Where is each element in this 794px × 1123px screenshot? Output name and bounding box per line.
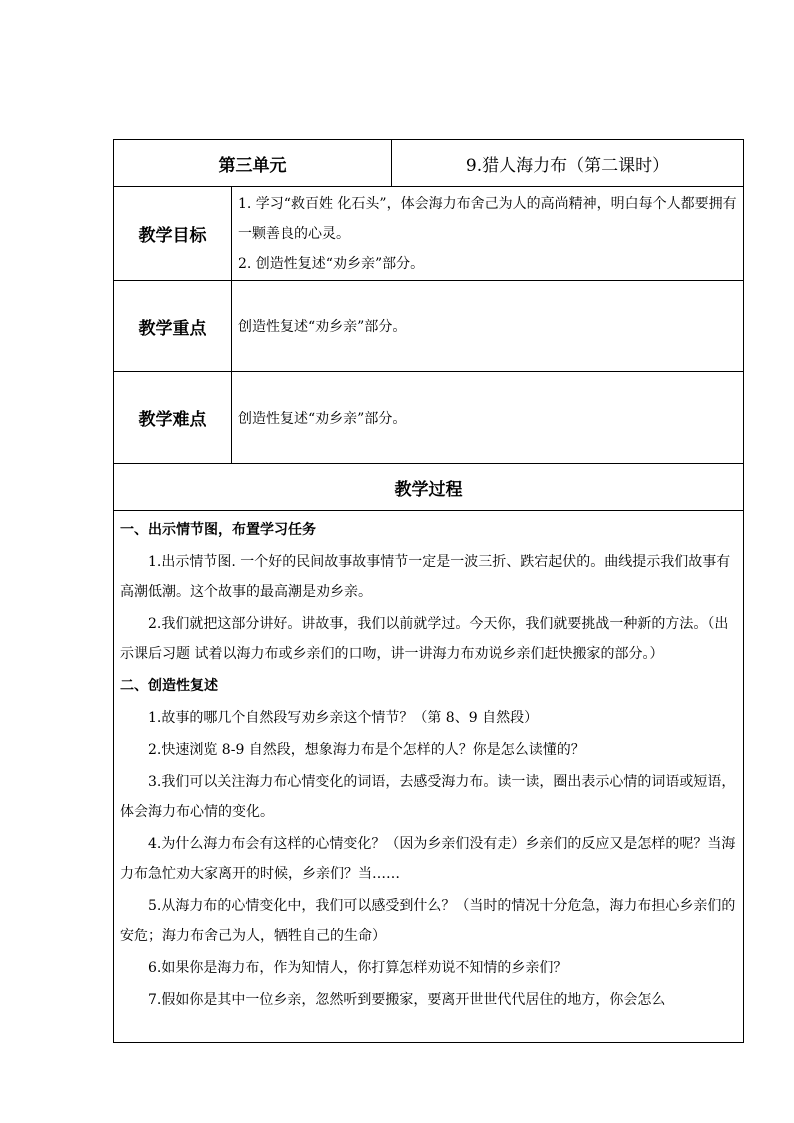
goals-content (232, 187, 744, 281)
key-point-content: 创造性复述“劝乡亲”部分。 (232, 281, 744, 372)
section-title: 二、创造性复述 (120, 678, 218, 694)
paragraph: 6.如果你是海力布，作为知情人，你打算怎样劝说不知情的乡亲们？ (148, 960, 568, 976)
goals-row (114, 187, 744, 281)
difficulty-content: 创造性复述“劝乡亲”部分。 (232, 372, 744, 464)
process-title-row (114, 464, 744, 511)
process-body (114, 511, 744, 1043)
key-point-row (114, 281, 744, 372)
unit-title: 第三单元 (114, 140, 392, 187)
header-row (114, 140, 744, 187)
process-title: 教学过程 (114, 464, 744, 511)
goals-label: 教学目标 (114, 187, 232, 281)
paragraph: 1.出示情节图. 一个好的民间故事故事情节一定是一波三折、跌宕起伏的。曲线提示我们故事有高潮低潮。这个故事的最高潮是劝乡亲。 (120, 554, 731, 600)
paragraph: 2.快速浏览 8-9 自然段，想象海力布是个怎样的人？你是怎么读懂的？ (148, 742, 585, 758)
difficulty-label: 教学难点 (114, 372, 232, 464)
goal-item: 2. 创造性复述“劝乡亲”部分。 (238, 255, 425, 272)
paragraph: 2.我们就把这部分讲好。讲故事，我们以前就学过。今天你，我们就要挑战一种新的方法。（出示课后习题 试着以海力布或乡亲们的口吻，讲一讲海力布劝说乡亲们赶快搬家的部分。） (120, 616, 729, 662)
process-body-row (114, 511, 744, 1043)
lesson-title: 9.猎人海力布（第二课时） (392, 140, 744, 187)
lesson-plan-table (113, 139, 744, 1043)
paragraph: 3.我们可以关注海力布心情变化的词语，去感受海力布。读一读，圈出表示心情的词语或短语，体会海力布心情的变化。 (120, 774, 736, 820)
paragraph: 5.从海力布的心情变化中，我们可以感受到什么？（当时的情况十分危急，海力布担心乡亲们的安危；海力布舍己为人，牺牲自己的生命） (120, 898, 736, 944)
paragraph: 7.假如你是其中一位乡亲，忽然听到要搬家，要离开世世代代居住的地方，你会怎么 (148, 992, 666, 1008)
paragraph: 1.故事的哪几个自然段写劝乡亲这个情节？（第 8、9 自然段） (148, 710, 539, 726)
goal-item: 1. 学习“救百姓 化石头”，体会海力布舍己为人的高尚精神，明白每个人都要拥有一颗善良的心灵。 (238, 195, 737, 242)
paragraph: 4.为什么海力布会有这样的心情变化？（因为乡亲们没有走）乡亲们的反应又是怎样的呢？当海力布急忙劝大家离开的时候，乡亲们？当…… (120, 836, 736, 882)
section-title: 一、出示情节图，布置学习任务 (120, 522, 316, 538)
difficulty-row (114, 372, 744, 464)
key-point-label: 教学重点 (114, 281, 232, 372)
